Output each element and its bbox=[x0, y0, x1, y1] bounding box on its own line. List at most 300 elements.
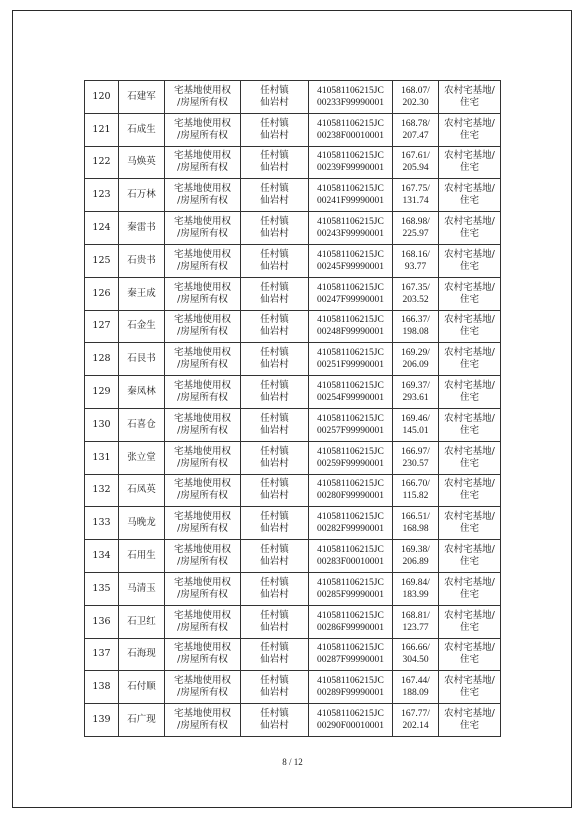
right-type-cell-line: 宅基地使用权 bbox=[173, 248, 231, 260]
parcel-code-cell-line: 410581106215JC bbox=[317, 217, 384, 228]
area-cell bbox=[393, 441, 439, 474]
right-type-cell bbox=[165, 146, 241, 179]
location-cell-line: 仙岩村 bbox=[260, 359, 289, 371]
location-cell bbox=[241, 146, 309, 179]
location-cell bbox=[241, 704, 309, 737]
parcel-code-cell-line: 410581106215JC bbox=[317, 381, 384, 392]
table-row bbox=[85, 81, 501, 114]
right-type-cell bbox=[165, 605, 241, 638]
area-cell-line: 206.89 bbox=[402, 557, 429, 568]
location-cell-line: 任村镇 bbox=[260, 117, 289, 129]
land-use-cell-line: 住宅 bbox=[459, 195, 479, 207]
land-use-cell bbox=[439, 310, 501, 343]
owner-name-cell: 石艮书 bbox=[119, 343, 165, 376]
right-type-cell-line: 宅基地使用权 bbox=[173, 445, 231, 457]
right-type-cell-line: 宅基地使用权 bbox=[173, 609, 231, 621]
land-use-cell bbox=[439, 704, 501, 737]
land-use-cell-line: 农村宅基地/ bbox=[444, 347, 495, 359]
row-number-cell: 136 bbox=[85, 605, 119, 638]
row-number-cell: 127 bbox=[85, 310, 119, 343]
area-cell bbox=[393, 638, 439, 671]
right-type-cell bbox=[165, 474, 241, 507]
area-cell-line: 167.44/ bbox=[401, 676, 430, 687]
right-type-cell bbox=[165, 310, 241, 343]
area-cell bbox=[393, 540, 439, 573]
land-use-cell-line: 农村宅基地/ bbox=[444, 445, 495, 457]
location-cell-line: 任村镇 bbox=[260, 412, 289, 424]
land-use-cell-line: 住宅 bbox=[459, 96, 479, 108]
owner-name-cell: 张立堂 bbox=[119, 441, 165, 474]
area-cell-line: 167.35/ bbox=[401, 282, 430, 293]
land-use-cell-line: 住宅 bbox=[459, 490, 479, 502]
parcel-code-cell-line: 00289F99990001 bbox=[316, 688, 385, 699]
row-number-cell: 129 bbox=[85, 376, 119, 409]
area-cell-line: 225.97 bbox=[402, 229, 429, 240]
area-cell-line: 205.94 bbox=[402, 163, 429, 174]
land-use-cell-line: 农村宅基地/ bbox=[444, 609, 495, 621]
location-cell-line: 仙岩村 bbox=[260, 621, 289, 633]
area-cell bbox=[393, 408, 439, 441]
location-cell bbox=[241, 376, 309, 409]
row-number-cell: 138 bbox=[85, 671, 119, 704]
right-type-cell-line: /房屋所有权 bbox=[177, 162, 228, 174]
row-number-cell: 123 bbox=[85, 179, 119, 212]
right-type-cell-line: /房屋所有权 bbox=[177, 457, 228, 469]
land-use-cell-line: 农村宅基地/ bbox=[444, 544, 495, 556]
area-cell-line: 167.61/ bbox=[401, 151, 430, 162]
right-type-cell-line: 宅基地使用权 bbox=[173, 511, 231, 523]
location-cell-line: 仙岩村 bbox=[260, 424, 289, 436]
owner-name-cell: 石金生 bbox=[119, 310, 165, 343]
location-cell-line: 仙岩村 bbox=[260, 556, 289, 568]
parcel-code-cell-line: 00251F99990001 bbox=[316, 360, 385, 371]
area-cell-line: 203.52 bbox=[402, 294, 429, 305]
right-type-cell-line: /房屋所有权 bbox=[177, 326, 228, 338]
owner-name-cell: 秦凤林 bbox=[119, 376, 165, 409]
owner-name-cell: 石用生 bbox=[119, 540, 165, 573]
land-use-cell bbox=[439, 408, 501, 441]
right-type-cell-line: /房屋所有权 bbox=[177, 523, 228, 535]
parcel-code-cell-line: 410581106215JC bbox=[317, 282, 384, 293]
parcel-code-cell-line: 410581106215JC bbox=[317, 446, 384, 457]
location-cell-line: 任村镇 bbox=[260, 281, 289, 293]
area-cell-line: 131.74 bbox=[402, 196, 429, 207]
right-type-cell-line: /房屋所有权 bbox=[177, 359, 228, 371]
table-row bbox=[85, 277, 501, 310]
parcel-code-cell-line: 00290F00010001 bbox=[316, 721, 385, 732]
right-type-cell-line: /房屋所有权 bbox=[177, 96, 228, 108]
table-row bbox=[85, 605, 501, 638]
land-use-cell bbox=[439, 113, 501, 146]
area-cell bbox=[393, 605, 439, 638]
land-use-cell-line: 农村宅基地/ bbox=[444, 84, 495, 96]
location-cell-line: 仙岩村 bbox=[260, 195, 289, 207]
area-cell bbox=[393, 704, 439, 737]
parcel-code-cell-line: 00248F99990001 bbox=[316, 327, 385, 338]
right-type-cell bbox=[165, 179, 241, 212]
area-cell-line: 168.98 bbox=[402, 524, 429, 535]
location-cell-line: 仙岩村 bbox=[260, 720, 289, 732]
location-cell-line: 任村镇 bbox=[260, 183, 289, 195]
parcel-code-cell bbox=[309, 277, 393, 310]
land-use-cell bbox=[439, 540, 501, 573]
land-use-cell bbox=[439, 146, 501, 179]
right-type-cell-line: /房屋所有权 bbox=[177, 392, 228, 404]
land-use-cell-line: 农村宅基地/ bbox=[444, 117, 495, 129]
right-type-cell-line: /房屋所有权 bbox=[177, 195, 228, 207]
parcel-code-cell bbox=[309, 146, 393, 179]
land-use-cell bbox=[439, 441, 501, 474]
area-cell-line: 169.29/ bbox=[401, 348, 430, 359]
right-type-cell bbox=[165, 507, 241, 540]
owner-name-cell: 石广现 bbox=[119, 704, 165, 737]
area-cell-line: 207.47 bbox=[402, 130, 429, 141]
parcel-code-cell-line: 410581106215JC bbox=[317, 315, 384, 326]
location-cell-line: 仙岩村 bbox=[260, 490, 289, 502]
owner-name-cell: 秦王成 bbox=[119, 277, 165, 310]
right-type-cell bbox=[165, 441, 241, 474]
right-type-cell-line: 宅基地使用权 bbox=[173, 347, 231, 359]
area-cell-line: 166.66/ bbox=[401, 643, 430, 654]
owner-name-cell: 石卫红 bbox=[119, 605, 165, 638]
parcel-code-cell bbox=[309, 605, 393, 638]
table-row bbox=[85, 179, 501, 212]
location-cell-line: 仙岩村 bbox=[260, 129, 289, 141]
location-cell bbox=[241, 81, 309, 114]
land-use-cell bbox=[439, 605, 501, 638]
location-cell-line: 仙岩村 bbox=[260, 228, 289, 240]
location-cell bbox=[241, 408, 309, 441]
land-use-cell bbox=[439, 572, 501, 605]
area-cell bbox=[393, 671, 439, 704]
owner-name-cell: 石建军 bbox=[119, 81, 165, 114]
location-cell-line: 任村镇 bbox=[260, 478, 289, 490]
land-use-cell-line: 农村宅基地/ bbox=[444, 576, 495, 588]
parcel-code-cell-line: 410581106215JC bbox=[317, 118, 384, 129]
right-type-cell-line: /房屋所有权 bbox=[177, 621, 228, 633]
location-cell-line: 任村镇 bbox=[260, 445, 289, 457]
owner-name-cell: 石海现 bbox=[119, 638, 165, 671]
right-type-cell-line: 宅基地使用权 bbox=[173, 544, 231, 556]
right-type-cell bbox=[165, 277, 241, 310]
area-cell-line: 168.78/ bbox=[401, 118, 430, 129]
parcel-code-cell-line: 410581106215JC bbox=[317, 512, 384, 523]
location-cell-line: 仙岩村 bbox=[260, 96, 289, 108]
right-type-cell-line: /房屋所有权 bbox=[177, 129, 228, 141]
right-type-cell-line: 宅基地使用权 bbox=[173, 708, 231, 720]
row-number-cell: 124 bbox=[85, 212, 119, 245]
location-cell-line: 仙岩村 bbox=[260, 162, 289, 174]
land-use-cell-line: 住宅 bbox=[459, 424, 479, 436]
location-cell-line: 任村镇 bbox=[260, 511, 289, 523]
area-cell-line: 145.01 bbox=[402, 425, 429, 436]
land-use-cell-line: 住宅 bbox=[459, 523, 479, 535]
right-type-cell-line: /房屋所有权 bbox=[177, 260, 228, 272]
location-cell-line: 仙岩村 bbox=[260, 326, 289, 338]
table-row bbox=[85, 671, 501, 704]
area-cell-line: 168.98/ bbox=[401, 217, 430, 228]
parcel-code-cell-line: 00239F99990001 bbox=[316, 163, 385, 174]
location-cell bbox=[241, 310, 309, 343]
table-row bbox=[85, 441, 501, 474]
parcel-code-cell-line: 410581106215JC bbox=[317, 643, 384, 654]
right-type-cell-line: /房屋所有权 bbox=[177, 293, 228, 305]
row-number-cell: 132 bbox=[85, 474, 119, 507]
area-cell bbox=[393, 376, 439, 409]
owner-name-cell: 石凤英 bbox=[119, 474, 165, 507]
land-use-cell-line: 住宅 bbox=[459, 720, 479, 732]
area-cell-line: 166.97/ bbox=[401, 446, 430, 457]
right-type-cell-line: /房屋所有权 bbox=[177, 490, 228, 502]
location-cell-line: 仙岩村 bbox=[260, 457, 289, 469]
right-type-cell bbox=[165, 671, 241, 704]
area-cell-line: 167.75/ bbox=[401, 184, 430, 195]
table-row bbox=[85, 376, 501, 409]
parcel-code-cell bbox=[309, 671, 393, 704]
right-type-cell bbox=[165, 376, 241, 409]
parcel-code-cell-line: 00280F99990001 bbox=[316, 491, 385, 502]
parcel-code-cell bbox=[309, 507, 393, 540]
parcel-code-cell bbox=[309, 638, 393, 671]
row-number-cell: 121 bbox=[85, 113, 119, 146]
area-cell-line: 304.50 bbox=[402, 655, 429, 666]
parcel-code-cell-line: 00285F99990001 bbox=[316, 589, 385, 600]
location-cell bbox=[241, 572, 309, 605]
parcel-code-cell bbox=[309, 441, 393, 474]
owner-name-cell: 石付顺 bbox=[119, 671, 165, 704]
right-type-cell bbox=[165, 244, 241, 277]
parcel-code-cell-line: 410581106215JC bbox=[317, 479, 384, 490]
parcel-code-cell bbox=[309, 113, 393, 146]
table-row bbox=[85, 146, 501, 179]
land-use-cell-line: 农村宅基地/ bbox=[444, 478, 495, 490]
location-cell-line: 任村镇 bbox=[260, 150, 289, 162]
area-cell-line: 93.77 bbox=[404, 261, 427, 272]
land-use-cell-line: 住宅 bbox=[459, 162, 479, 174]
right-type-cell-line: 宅基地使用权 bbox=[173, 675, 231, 687]
parcel-code-cell-line: 410581106215JC bbox=[317, 610, 384, 621]
page-number: 8 / 12 bbox=[282, 757, 303, 767]
table-row bbox=[85, 113, 501, 146]
location-cell-line: 仙岩村 bbox=[260, 654, 289, 666]
land-use-cell-line: 农村宅基地/ bbox=[444, 511, 495, 523]
parcel-code-cell-line: 00282F99990001 bbox=[316, 524, 385, 535]
land-use-cell bbox=[439, 638, 501, 671]
right-type-cell-line: 宅基地使用权 bbox=[173, 281, 231, 293]
area-cell-line: 168.16/ bbox=[401, 249, 430, 260]
land-use-cell-line: 住宅 bbox=[459, 654, 479, 666]
area-cell-line: 169.46/ bbox=[401, 413, 430, 424]
land-use-cell-line: 住宅 bbox=[459, 326, 479, 338]
land-use-cell bbox=[439, 277, 501, 310]
right-type-cell-line: /房屋所有权 bbox=[177, 654, 228, 666]
table-row bbox=[85, 408, 501, 441]
owner-name-cell: 石万林 bbox=[119, 179, 165, 212]
parcel-code-cell-line: 00254F99990001 bbox=[316, 393, 385, 404]
parcel-code-cell bbox=[309, 704, 393, 737]
land-use-cell-line: 住宅 bbox=[459, 228, 479, 240]
location-cell bbox=[241, 212, 309, 245]
table-row bbox=[85, 474, 501, 507]
location-cell-line: 任村镇 bbox=[260, 642, 289, 654]
location-cell bbox=[241, 441, 309, 474]
area-cell bbox=[393, 146, 439, 179]
area-cell bbox=[393, 343, 439, 376]
table-row bbox=[85, 212, 501, 245]
location-cell-line: 仙岩村 bbox=[260, 687, 289, 699]
location-cell-line: 任村镇 bbox=[260, 576, 289, 588]
location-cell-line: 仙岩村 bbox=[260, 260, 289, 272]
land-use-cell-line: 住宅 bbox=[459, 621, 479, 633]
location-cell bbox=[241, 638, 309, 671]
land-use-cell-line: 住宅 bbox=[459, 293, 479, 305]
area-cell-line: 169.37/ bbox=[401, 381, 430, 392]
right-type-cell-line: /房屋所有权 bbox=[177, 556, 228, 568]
location-cell-line: 任村镇 bbox=[260, 216, 289, 228]
parcel-code-cell-line: 410581106215JC bbox=[317, 545, 384, 556]
location-cell-line: 任村镇 bbox=[260, 84, 289, 96]
area-cell-line: 230.57 bbox=[402, 458, 429, 469]
right-type-cell-line: 宅基地使用权 bbox=[173, 478, 231, 490]
row-number-cell: 125 bbox=[85, 244, 119, 277]
area-cell bbox=[393, 81, 439, 114]
right-type-cell-line: /房屋所有权 bbox=[177, 720, 228, 732]
location-cell bbox=[241, 605, 309, 638]
location-cell-line: 仙岩村 bbox=[260, 523, 289, 535]
area-cell bbox=[393, 212, 439, 245]
right-type-cell-line: 宅基地使用权 bbox=[173, 216, 231, 228]
area-cell bbox=[393, 277, 439, 310]
area-cell-line: 169.84/ bbox=[401, 577, 430, 588]
table-row bbox=[85, 638, 501, 671]
land-use-cell bbox=[439, 376, 501, 409]
row-number-cell: 122 bbox=[85, 146, 119, 179]
parcel-code-cell-line: 410581106215JC bbox=[317, 676, 384, 687]
parcel-code-cell-line: 00245F99990001 bbox=[316, 261, 385, 272]
land-use-cell-line: 农村宅基地/ bbox=[444, 314, 495, 326]
location-cell bbox=[241, 113, 309, 146]
land-use-cell-line: 农村宅基地/ bbox=[444, 183, 495, 195]
parcel-code-cell-line: 410581106215JC bbox=[317, 151, 384, 162]
land-use-cell-line: 住宅 bbox=[459, 556, 479, 568]
right-type-cell-line: 宅基地使用权 bbox=[173, 150, 231, 162]
area-cell-line: 168.81/ bbox=[401, 610, 430, 621]
table-row bbox=[85, 704, 501, 737]
parcel-code-cell-line: 00233F99990001 bbox=[316, 97, 385, 108]
right-type-cell-line: /房屋所有权 bbox=[177, 228, 228, 240]
area-cell bbox=[393, 507, 439, 540]
land-use-cell-line: 住宅 bbox=[459, 129, 479, 141]
location-cell-line: 任村镇 bbox=[260, 248, 289, 260]
location-cell bbox=[241, 179, 309, 212]
location-cell-line: 任村镇 bbox=[260, 380, 289, 392]
area-cell bbox=[393, 572, 439, 605]
area-cell-line: 183.99 bbox=[402, 589, 429, 600]
area-cell-line: 206.09 bbox=[402, 360, 429, 371]
area-cell-line: 202.30 bbox=[402, 97, 429, 108]
land-use-cell-line: 住宅 bbox=[459, 359, 479, 371]
area-cell bbox=[393, 474, 439, 507]
parcel-code-cell bbox=[309, 540, 393, 573]
land-use-cell bbox=[439, 474, 501, 507]
parcel-code-cell bbox=[309, 474, 393, 507]
row-number-cell: 137 bbox=[85, 638, 119, 671]
row-number-cell: 131 bbox=[85, 441, 119, 474]
land-use-cell bbox=[439, 81, 501, 114]
land-use-cell bbox=[439, 507, 501, 540]
location-cell-line: 任村镇 bbox=[260, 347, 289, 359]
area-cell bbox=[393, 113, 439, 146]
location-cell-line: 任村镇 bbox=[260, 544, 289, 556]
land-use-cell-line: 农村宅基地/ bbox=[444, 380, 495, 392]
right-type-cell bbox=[165, 540, 241, 573]
right-type-cell bbox=[165, 704, 241, 737]
location-cell-line: 仙岩村 bbox=[260, 293, 289, 305]
land-use-cell-line: 农村宅基地/ bbox=[444, 281, 495, 293]
area-cell-line: 198.08 bbox=[402, 327, 429, 338]
land-use-cell bbox=[439, 244, 501, 277]
parcel-code-cell bbox=[309, 408, 393, 441]
location-cell bbox=[241, 671, 309, 704]
row-number-cell: 135 bbox=[85, 572, 119, 605]
location-cell-line: 任村镇 bbox=[260, 708, 289, 720]
row-number-cell: 120 bbox=[85, 81, 119, 114]
area-cell-line: 167.77/ bbox=[401, 709, 430, 720]
area-cell-line: 115.82 bbox=[402, 491, 429, 502]
location-cell bbox=[241, 540, 309, 573]
parcel-code-cell-line: 00287F99990001 bbox=[316, 655, 385, 666]
parcel-code-cell-line: 00283F00010001 bbox=[316, 557, 385, 568]
parcel-code-cell-line: 410581106215JC bbox=[317, 184, 384, 195]
land-use-cell-line: 农村宅基地/ bbox=[444, 412, 495, 424]
location-cell bbox=[241, 244, 309, 277]
parcel-code-cell bbox=[309, 179, 393, 212]
right-type-cell bbox=[165, 572, 241, 605]
location-cell bbox=[241, 507, 309, 540]
area-cell-line: 188.09 bbox=[402, 688, 429, 699]
row-number-cell: 139 bbox=[85, 704, 119, 737]
land-use-cell-line: 农村宅基地/ bbox=[444, 216, 495, 228]
location-cell bbox=[241, 277, 309, 310]
right-type-cell bbox=[165, 81, 241, 114]
table-row bbox=[85, 343, 501, 376]
parcel-code-cell bbox=[309, 81, 393, 114]
owner-name-cell: 石贵书 bbox=[119, 244, 165, 277]
row-number-cell: 133 bbox=[85, 507, 119, 540]
area-cell-line: 166.37/ bbox=[401, 315, 430, 326]
land-use-cell-line: 农村宅基地/ bbox=[444, 248, 495, 260]
parcel-code-cell-line: 410581106215JC bbox=[317, 249, 384, 260]
owner-name-cell: 马晚龙 bbox=[119, 507, 165, 540]
land-use-cell-line: 农村宅基地/ bbox=[444, 150, 495, 162]
parcel-code-cell-line: 410581106215JC bbox=[317, 577, 384, 588]
right-type-cell-line: 宅基地使用权 bbox=[173, 84, 231, 96]
owner-name-cell: 秦雷书 bbox=[119, 212, 165, 245]
right-type-cell bbox=[165, 113, 241, 146]
location-cell-line: 任村镇 bbox=[260, 314, 289, 326]
right-type-cell-line: 宅基地使用权 bbox=[173, 642, 231, 654]
location-cell-line: 任村镇 bbox=[260, 675, 289, 687]
right-type-cell-line: 宅基地使用权 bbox=[173, 412, 231, 424]
land-use-cell-line: 住宅 bbox=[459, 457, 479, 469]
owner-name-cell: 石喜仓 bbox=[119, 408, 165, 441]
area-cell-line: 168.07/ bbox=[401, 85, 430, 96]
location-cell-line: 仙岩村 bbox=[260, 588, 289, 600]
right-type-cell-line: /房屋所有权 bbox=[177, 687, 228, 699]
location-cell bbox=[241, 343, 309, 376]
land-use-cell-line: 农村宅基地/ bbox=[444, 642, 495, 654]
land-use-cell bbox=[439, 671, 501, 704]
